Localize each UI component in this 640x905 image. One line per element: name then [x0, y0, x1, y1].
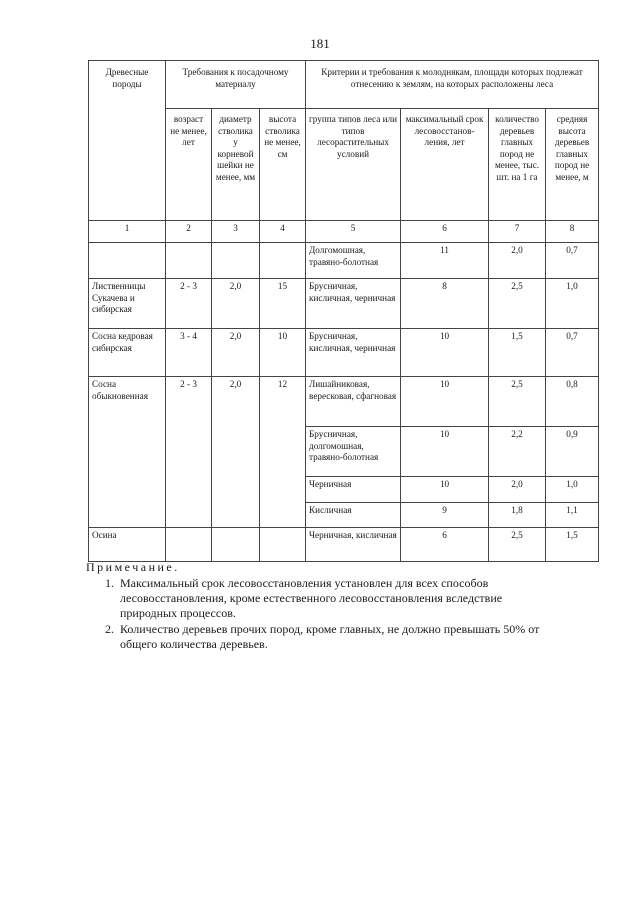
column-number: 7 — [489, 221, 546, 243]
species-cell — [89, 243, 166, 279]
header-avg-height: средняя высота деревьев главных пород не менее, м — [546, 109, 599, 221]
forest-type-cell: Брусничная, долгомошная, травяно-болотная — [306, 427, 401, 477]
forest-type-cell: Брусничная, кисличная, черничная — [306, 329, 401, 377]
header-planting-requirements: Требования к посадочному материалу — [166, 61, 306, 109]
table-row — [89, 243, 599, 279]
note-number: 1. — [105, 576, 114, 590]
height-cell: 15 — [260, 279, 306, 329]
column-numbers-row — [89, 221, 599, 243]
avg-height-cell: 0,7 — [546, 243, 599, 279]
count-cell: 2,0 — [489, 477, 546, 503]
column-number: 5 — [306, 221, 401, 243]
table-row — [89, 329, 599, 377]
page-number: 181 — [310, 36, 330, 51]
height-cell — [260, 528, 306, 562]
header-height: высота стволика не менее, см — [260, 109, 306, 221]
column-number: 8 — [546, 221, 599, 243]
forest-type-cell: Кисличная — [306, 503, 401, 528]
column-number: 3 — [212, 221, 260, 243]
diameter-cell — [212, 528, 260, 562]
period-cell: 11 — [401, 243, 489, 279]
note-section — [86, 560, 606, 652]
header-diameter: диаметр стволика у корневой шейки не менее, мм — [212, 109, 260, 221]
avg-height-cell: 0,9 — [546, 427, 599, 477]
period-cell: 10 — [401, 477, 489, 503]
note-number: 2. — [105, 622, 114, 636]
height-cell — [260, 243, 306, 279]
header-tree-count: количество деревьев главных пород не менее, тыс. шт. на 1 га — [489, 109, 546, 221]
age-cell: 2 - 3 — [166, 279, 212, 329]
age-cell — [166, 528, 212, 562]
age-cell: 2 - 3 — [166, 377, 212, 528]
forest-type-cell: Брусничная, кисличная, черничная — [306, 279, 401, 329]
count-cell: 2,0 — [489, 243, 546, 279]
note-item — [86, 576, 606, 621]
species-cell: Лиственницы Сукачева и сибирская — [89, 279, 166, 329]
count-cell: 2,2 — [489, 427, 546, 477]
note-text: Количество деревьев прочих пород, кроме главных, не должно превышать 50% от общего количества деревьев. — [120, 622, 540, 651]
count-cell: 1,8 — [489, 503, 546, 528]
age-cell — [166, 243, 212, 279]
forest-type-cell: Лишайниковая, вересковая, сфагновая — [306, 377, 401, 427]
avg-height-cell: 1,1 — [546, 503, 599, 528]
table-row — [89, 279, 599, 329]
diameter-cell — [212, 243, 260, 279]
species-cell: Сосна кедровая сибирская — [89, 329, 166, 377]
diameter-cell: 2,0 — [212, 329, 260, 377]
column-number: 4 — [260, 221, 306, 243]
count-cell: 2,5 — [489, 279, 546, 329]
period-cell: 8 — [401, 279, 489, 329]
count-cell: 2,5 — [489, 528, 546, 562]
period-cell: 10 — [401, 329, 489, 377]
period-cell: 9 — [401, 503, 489, 528]
header-age: возраст не менее, лет — [166, 109, 212, 221]
avg-height-cell: 1,5 — [546, 528, 599, 562]
period-cell: 6 — [401, 528, 489, 562]
species-cell: Сосна обыкновенная — [89, 377, 166, 528]
forest-type-cell: Черничная, кисличная — [306, 528, 401, 562]
forest-type-cell: Долгомошная, травяно-болотная — [306, 243, 401, 279]
forest-type-cell: Черничная — [306, 477, 401, 503]
height-cell: 10 — [260, 329, 306, 377]
period-cell: 10 — [401, 377, 489, 427]
table-row — [89, 528, 599, 562]
column-number: 2 — [166, 221, 212, 243]
note-text: Максимальный срок лесовосстановления установлен для всех способов лесовосстановления, кроме естественного лесовосстановления вследствие природных процессов. — [120, 576, 503, 620]
header-max-period: максимальный срок лесовосстанов-ления, лет — [401, 109, 489, 221]
note-title: Примечание. — [86, 560, 180, 574]
avg-height-cell: 1,0 — [546, 279, 599, 329]
avg-height-cell: 0,8 — [546, 377, 599, 427]
height-cell: 12 — [260, 377, 306, 528]
column-number: 1 — [89, 221, 166, 243]
header-forest-type-group: группа типов леса или типов лесорастительных условий — [306, 109, 401, 221]
avg-height-cell: 1,0 — [546, 477, 599, 503]
age-cell: 3 - 4 — [166, 329, 212, 377]
column-number: 6 — [401, 221, 489, 243]
header-criteria: Критерии и требования к молоднякам, площади которых подлежат отнесению к землям, на которых расположены леса — [306, 61, 599, 109]
species-cell: Осина — [89, 528, 166, 562]
note-item — [86, 622, 606, 652]
avg-height-cell: 0,7 — [546, 329, 599, 377]
count-cell: 2,5 — [489, 377, 546, 427]
header-species: Древесные породы — [89, 61, 166, 221]
table-row — [89, 377, 599, 427]
diameter-cell: 2,0 — [212, 377, 260, 528]
diameter-cell: 2,0 — [212, 279, 260, 329]
count-cell: 1,5 — [489, 329, 546, 377]
period-cell: 10 — [401, 427, 489, 477]
requirements-table — [88, 60, 599, 562]
